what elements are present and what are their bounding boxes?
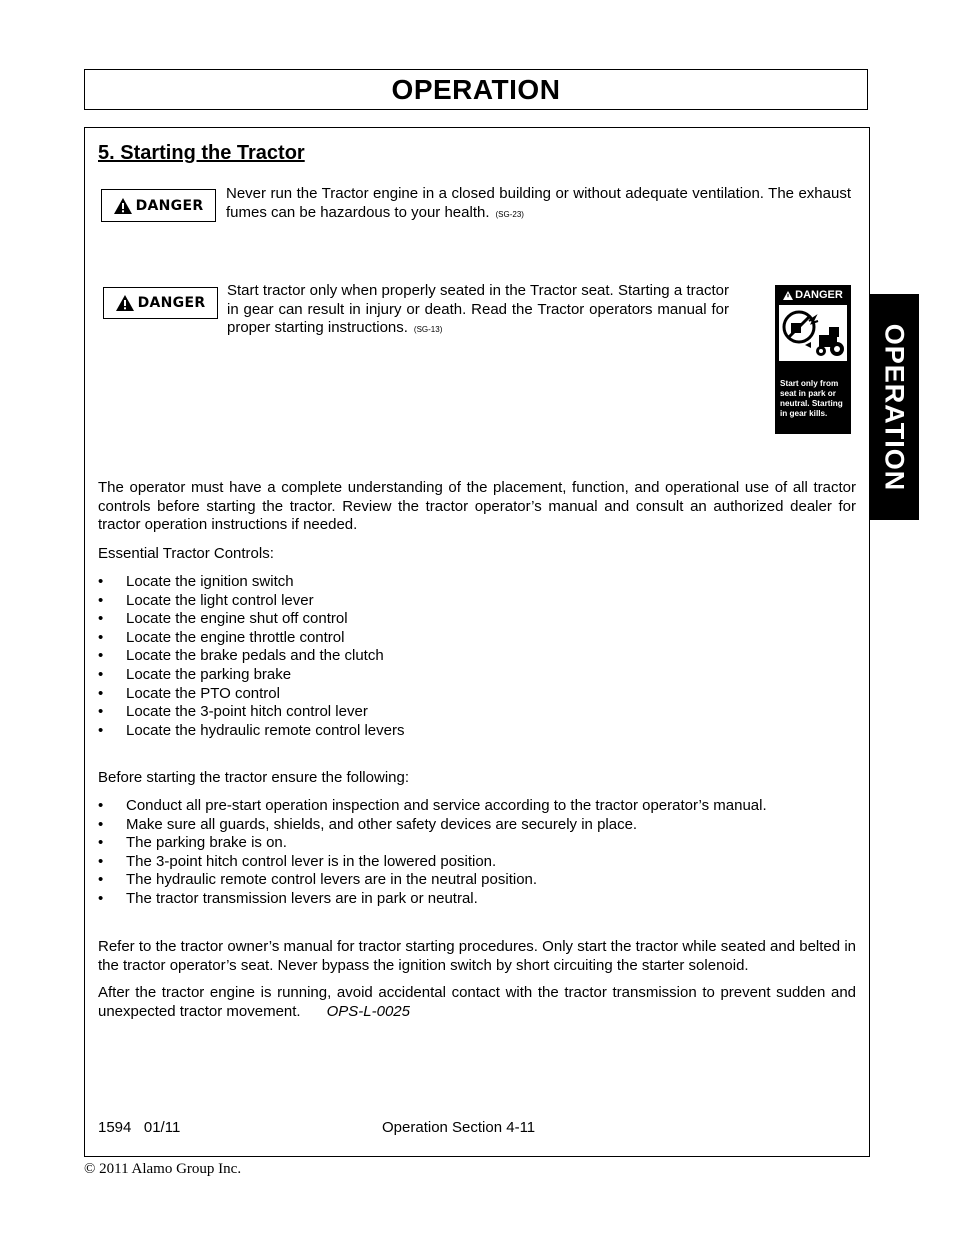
list-item: • Locate the hydraulic remote control levers xyxy=(98,721,405,739)
list-item: • Locate the ignition switch xyxy=(98,573,294,590)
side-tab xyxy=(869,294,919,520)
before-heading: Before starting the tractor ensure the following: xyxy=(98,769,410,786)
list-item: • Locate the 3-point hitch control lever xyxy=(98,703,368,721)
footer-section: Operation Section 4-11 xyxy=(382,1119,536,1136)
before-list xyxy=(98,797,858,909)
decal-header xyxy=(775,285,851,305)
danger-1-ref: (SG-23) xyxy=(495,209,524,219)
ops-code: OPS-L-0025 xyxy=(326,1002,410,1020)
danger-word: DANGER xyxy=(137,295,206,311)
controls-list xyxy=(98,573,858,740)
footer-doc-number: 1594 01/11 xyxy=(98,1119,181,1136)
intro-paragraph: The operator must have a complete understanding of the placement, function, and operational use of all tractor controls before starting the tractor. Review the tractor operator’s manual and consult an authorized dealer for tractor operation instructions if needed. xyxy=(98,479,856,534)
list-item: • The hydraulic remote control levers are in the neutral position. xyxy=(98,871,538,889)
tractor-pictogram-icon xyxy=(779,305,847,361)
list-item: • Locate the engine throttle control xyxy=(98,628,345,646)
list-item: • The 3-point hitch control lever is in the lowered position. xyxy=(98,852,497,870)
list-item: • Conduct all pre-start operation inspection and service according to the tractor operator’s manual. xyxy=(98,797,767,814)
danger-label-2 xyxy=(103,287,218,319)
danger-label-1 xyxy=(101,189,216,222)
copyright: © 2011 Alamo Group Inc. xyxy=(84,1161,242,1177)
refer-paragraph: Refer to the tractor owner’s manual for tractor starting procedures. Only start the tractor while seated and belted in the tractor operator’s seat. Never bypass the ignition switch by short circuiting the starter solenoid. xyxy=(98,938,856,974)
list-item: • Make sure all guards, shields, and other safety devices are securely in place. xyxy=(98,815,638,833)
danger-1-text xyxy=(226,185,851,224)
danger-1-message: Never run the Tractor engine in a closed building or without adequate ventilation. The exhaust fumes can be hazardous to your health. xyxy=(226,185,851,221)
after-text: After the tractor engine is running, avoid accidental contact with the tractor transmission to prevent sudden and unexpected tractor movement. xyxy=(98,984,856,1020)
list-item: • The parking brake is on. xyxy=(98,834,287,852)
danger-2-ref: (SG-13) xyxy=(413,325,443,335)
safety-decal xyxy=(775,285,851,434)
warning-triangle-icon xyxy=(114,198,132,214)
list-item: • The tractor transmission levers are in park or neutral. xyxy=(98,889,478,907)
warning-triangle-icon xyxy=(783,291,793,300)
page-header-title: OPERATION xyxy=(391,73,561,105)
list-item: • Locate the light control lever xyxy=(98,591,314,609)
section-title: 5. Starting the Tractor xyxy=(98,142,305,164)
header-box xyxy=(84,69,868,110)
danger-2-text xyxy=(227,282,729,340)
danger-word: DANGER xyxy=(135,197,204,214)
list-item: • Locate the parking brake xyxy=(98,665,292,683)
controls-heading: Essential Tractor Controls: xyxy=(98,545,274,562)
danger-2-message: Start tractor only when properly seated in the Tractor seat. Starting a tractor in gear can result in injury or death. Read the Tractor operators manual for proper starting instructions. xyxy=(227,282,729,337)
decal-pictogram xyxy=(779,305,847,361)
after-paragraph xyxy=(98,984,856,1021)
list-item: • Locate the brake pedals and the clutch xyxy=(98,647,384,665)
side-tab-label: OPERATION xyxy=(879,323,910,491)
warning-triangle-icon xyxy=(116,295,134,311)
list-item: • Locate the engine shut off control xyxy=(98,610,348,628)
decal-header-text: DANGER xyxy=(795,289,843,301)
list-item: • Locate the PTO control xyxy=(98,684,280,702)
decal-text: Start only from seat in park or neutral. Starting in gear kills. xyxy=(780,379,843,418)
